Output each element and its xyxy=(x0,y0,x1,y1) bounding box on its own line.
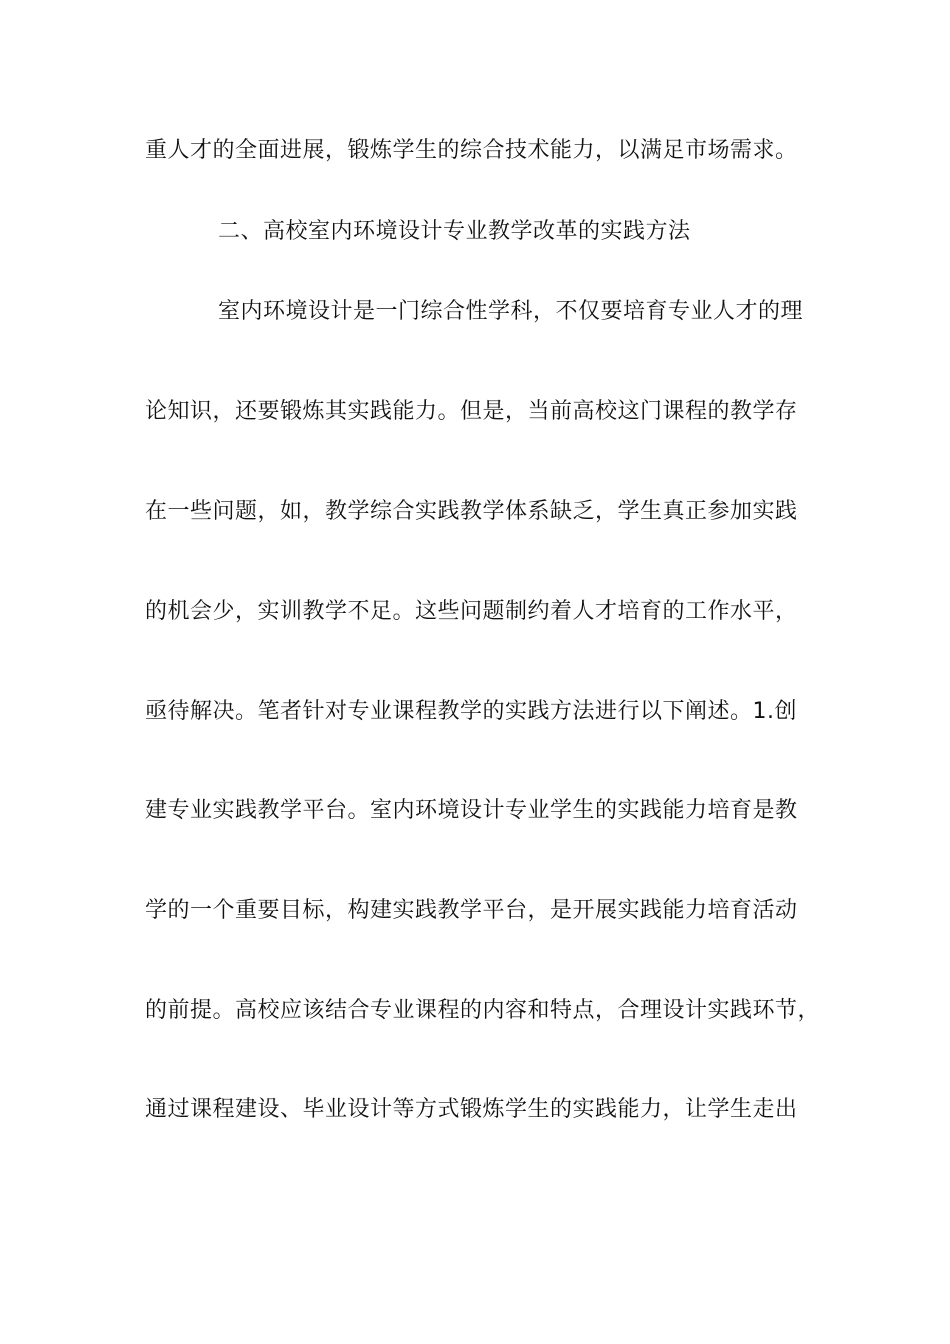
section-heading: 二、高校室内环境设计专业教学改革的实践方法 xyxy=(218,219,691,244)
text-line: 在一些问题，如，教学综合实践教学体系缺乏，学生真正参加实践 xyxy=(145,499,798,524)
text-line: 建专业实践教学平台。室内环境设计专业学生的实践能力培育是教 xyxy=(145,798,798,823)
text-line: 学的一个重要目标，构建实践教学平台，是开展实践能力培育活动 xyxy=(145,898,798,923)
text-line: 的机会少，实训教学不足。这些问题制约着人才培育的工作水平， xyxy=(145,599,798,624)
text-line: 亟待解决。笔者针对专业课程教学的实践方法进行以下阐述。1.创 xyxy=(145,699,797,724)
text-line: 重人才的全面进展，锻炼学生的综合技术能力，以满足市场需求。 xyxy=(145,138,798,163)
text-line: 室内环境设计是一门综合性学科，不仅要培育专业人才的理 xyxy=(218,299,804,324)
text-line: 通过课程建设、毕业设计等方式锻炼学生的实践能力，让学生走出 xyxy=(145,1097,798,1122)
text-line: 论知识，还要锻炼其实践能力。但是，当前高校这门课程的教学存 xyxy=(145,399,798,424)
text-line: 的前提。高校应该结合专业课程的内容和特点，合理设计实践环节， xyxy=(145,998,821,1023)
